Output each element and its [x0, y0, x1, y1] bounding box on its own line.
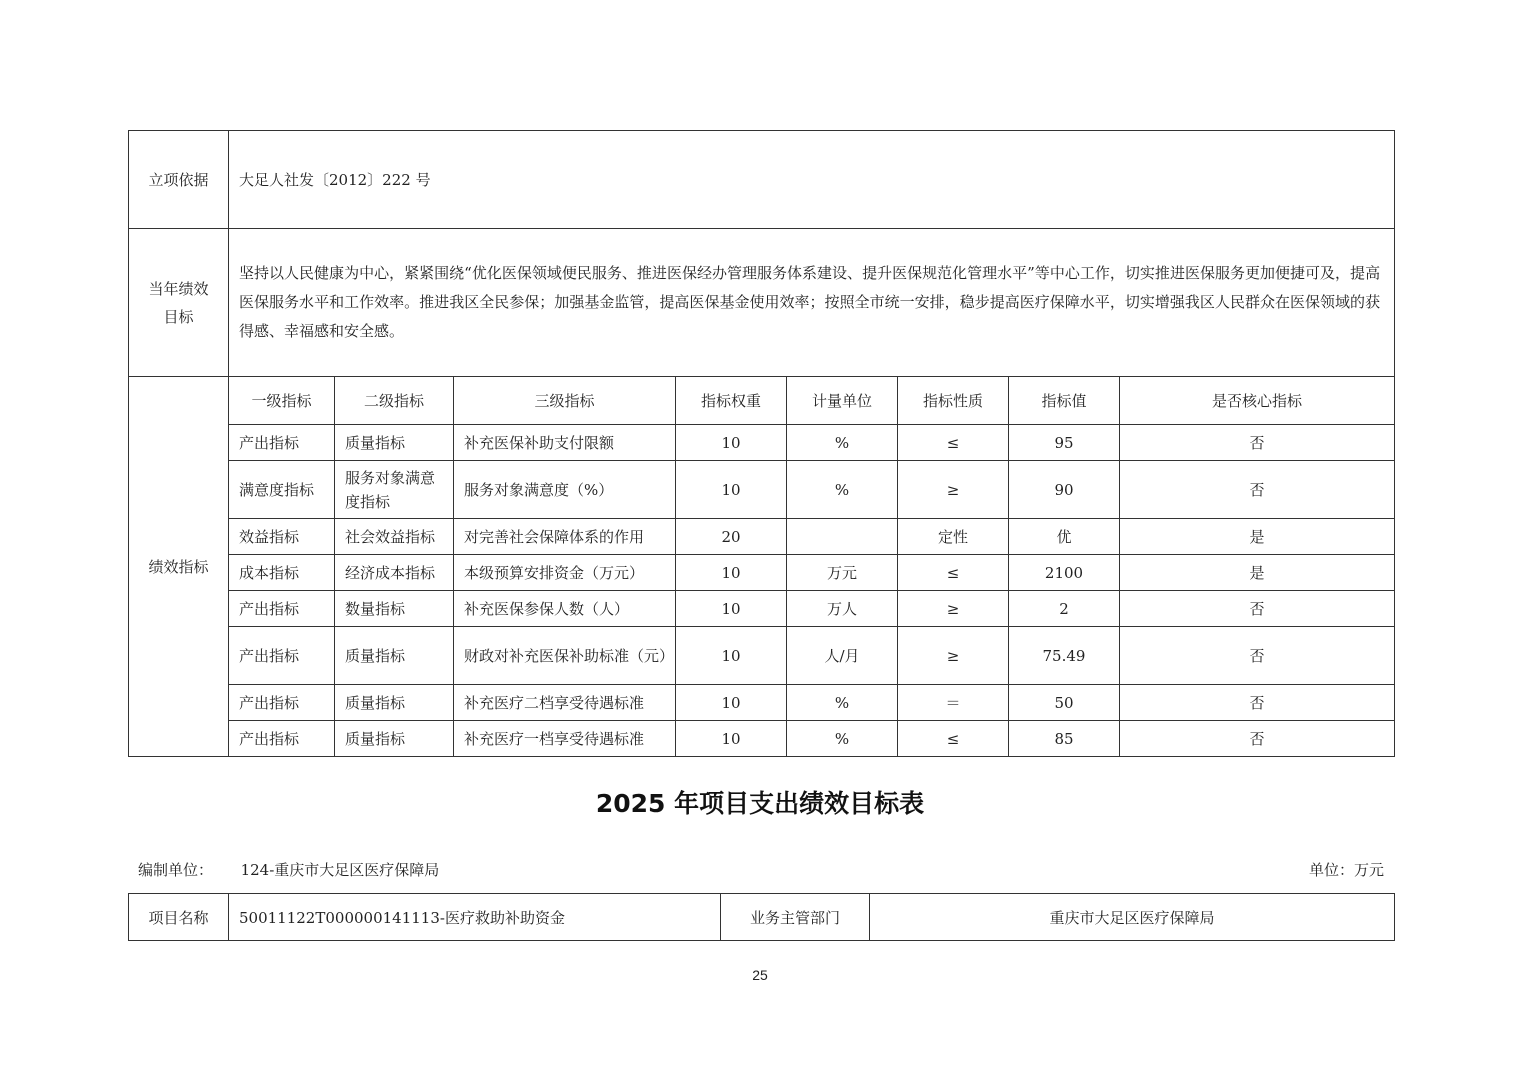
header-level3: 三级指标 [454, 377, 676, 425]
dept-label: 业务主管部门 [721, 894, 870, 941]
level2-cell: 服务对象满意度指标 [335, 461, 454, 519]
dept-value: 重庆市大足区医疗保障局 [870, 894, 1395, 941]
page-number: 25 [752, 967, 768, 983]
level2-cell: 经济成本指标 [335, 555, 454, 591]
weight-cell: 20 [676, 519, 787, 555]
level3-cell: 财政对补充医保补助标准（元） [454, 627, 676, 685]
core-cell: 是 [1120, 519, 1395, 555]
value-cell: 95 [1009, 425, 1120, 461]
level3-cell: 补充医疗一档享受待遇标准 [454, 721, 676, 757]
unit-cell: % [787, 721, 898, 757]
header-unit: 计量单位 [787, 377, 898, 425]
unit-label: 单位：万元 [1308, 861, 1384, 879]
nature-cell: ＝ [898, 685, 1009, 721]
value-cell: 85 [1009, 721, 1120, 757]
basis-label: 立项依据 [129, 131, 229, 229]
unit-cell [787, 519, 898, 555]
unit-cell: 人/月 [787, 627, 898, 685]
value-cell: 50 [1009, 685, 1120, 721]
header-core: 是否核心指标 [1120, 377, 1395, 425]
nature-cell: 定性 [898, 519, 1009, 555]
weight-cell: 10 [676, 591, 787, 627]
project-table [128, 893, 1395, 941]
weight-cell: 10 [676, 685, 787, 721]
nature-cell: ≥ [898, 627, 1009, 685]
core-cell: 否 [1120, 591, 1395, 627]
level3-cell: 对完善社会保障体系的作用 [454, 519, 676, 555]
level3-cell: 补充医疗二档享受待遇标准 [454, 685, 676, 721]
core-cell: 否 [1120, 721, 1395, 757]
nature-cell: ≤ [898, 555, 1009, 591]
project-name-label: 项目名称 [129, 894, 229, 941]
level1-cell: 产出指标 [229, 685, 335, 721]
weight-cell: 10 [676, 425, 787, 461]
value-cell: 优 [1009, 519, 1120, 555]
org-label: 编制单位： [138, 861, 214, 879]
nature-cell: ≤ [898, 721, 1009, 757]
level3-cell: 本级预算安排资金（万元） [454, 555, 676, 591]
level1-cell: 满意度指标 [229, 461, 335, 519]
level3-cell: 服务对象满意度（%） [454, 461, 676, 519]
indicator-row [129, 627, 1395, 685]
goal-text: 坚持以人民健康为中心，紧紧围绕“优化医保领域便民服务、推进医保经办管理服务体系建设、提升医保规范化管理水平”等中心工作，切实推进医保服务更加便捷可及，提高医保服务水平和工作效率。推进我区全民参保；加强基金监管，提高医保基金使用效率；按照全市统一安排，稳步提高医疗保障水平，切实增强我区人民群众在医保领域的获得感、幸福感和安全感。 [239, 264, 1381, 340]
unit-cell: % [787, 425, 898, 461]
level2-cell: 质量指标 [335, 627, 454, 685]
header-value: 指标值 [1009, 377, 1120, 425]
nature-cell: ≥ [898, 591, 1009, 627]
goal-text-cell [229, 229, 1395, 377]
weight-cell: 10 [676, 461, 787, 519]
indicator-row [129, 425, 1395, 461]
project-row [129, 894, 1395, 941]
value-cell: 2100 [1009, 555, 1120, 591]
performance-table [128, 130, 1395, 757]
header-level1: 一级指标 [229, 377, 335, 425]
basis-value: 大足人社发〔2012〕222 号 [229, 131, 1395, 229]
basis-row [129, 131, 1395, 229]
indicators-label: 绩效指标 [129, 377, 229, 757]
level1-cell: 产出指标 [229, 721, 335, 757]
level1-cell: 产出指标 [229, 425, 335, 461]
header-level2: 二级指标 [335, 377, 454, 425]
value-cell: 75.49 [1009, 627, 1120, 685]
unit-cell: 万人 [787, 591, 898, 627]
indicator-row [129, 555, 1395, 591]
indicator-row [129, 461, 1395, 519]
unit-cell: 万元 [787, 555, 898, 591]
core-cell: 是 [1120, 555, 1395, 591]
core-cell: 否 [1120, 627, 1395, 685]
indicator-row [129, 591, 1395, 627]
core-cell: 否 [1120, 461, 1395, 519]
page-title: 2025 年项目支出绩效目标表 [595, 789, 925, 818]
level1-cell: 产出指标 [229, 591, 335, 627]
org-info [138, 859, 439, 880]
indicator-row [129, 721, 1395, 757]
weight-cell: 10 [676, 627, 787, 685]
org-value: 124-重庆市大足区医疗保障局 [240, 861, 440, 879]
header-weight: 指标权重 [676, 377, 787, 425]
indicator-header-row [129, 377, 1395, 425]
goal-row [129, 229, 1395, 377]
goal-label-line2: 目标 [163, 307, 194, 326]
level2-cell: 社会效益指标 [335, 519, 454, 555]
header-nature: 指标性质 [898, 377, 1009, 425]
project-name-value: 50011122T000000141113-医疗救助补助资金 [229, 894, 721, 941]
weight-cell: 10 [676, 721, 787, 757]
value-cell: 90 [1009, 461, 1120, 519]
nature-cell: ≥ [898, 461, 1009, 519]
level3-cell: 补充医保补助支付限额 [454, 425, 676, 461]
unit-cell: % [787, 685, 898, 721]
core-cell: 否 [1120, 685, 1395, 721]
level2-cell: 数量指标 [335, 591, 454, 627]
weight-cell: 10 [676, 555, 787, 591]
level1-cell: 产出指标 [229, 627, 335, 685]
goal-label [129, 229, 229, 377]
goal-label-line1: 当年绩效 [148, 279, 209, 298]
indicator-row [129, 519, 1395, 555]
level1-cell: 效益指标 [229, 519, 335, 555]
level2-cell: 质量指标 [335, 721, 454, 757]
core-cell: 否 [1120, 425, 1395, 461]
level1-cell: 成本指标 [229, 555, 335, 591]
value-cell: 2 [1009, 591, 1120, 627]
level2-cell: 质量指标 [335, 685, 454, 721]
indicator-row [129, 685, 1395, 721]
level3-cell: 补充医保参保人数（人） [454, 591, 676, 627]
nature-cell: ≤ [898, 425, 1009, 461]
unit-cell: % [787, 461, 898, 519]
level2-cell: 质量指标 [335, 425, 454, 461]
